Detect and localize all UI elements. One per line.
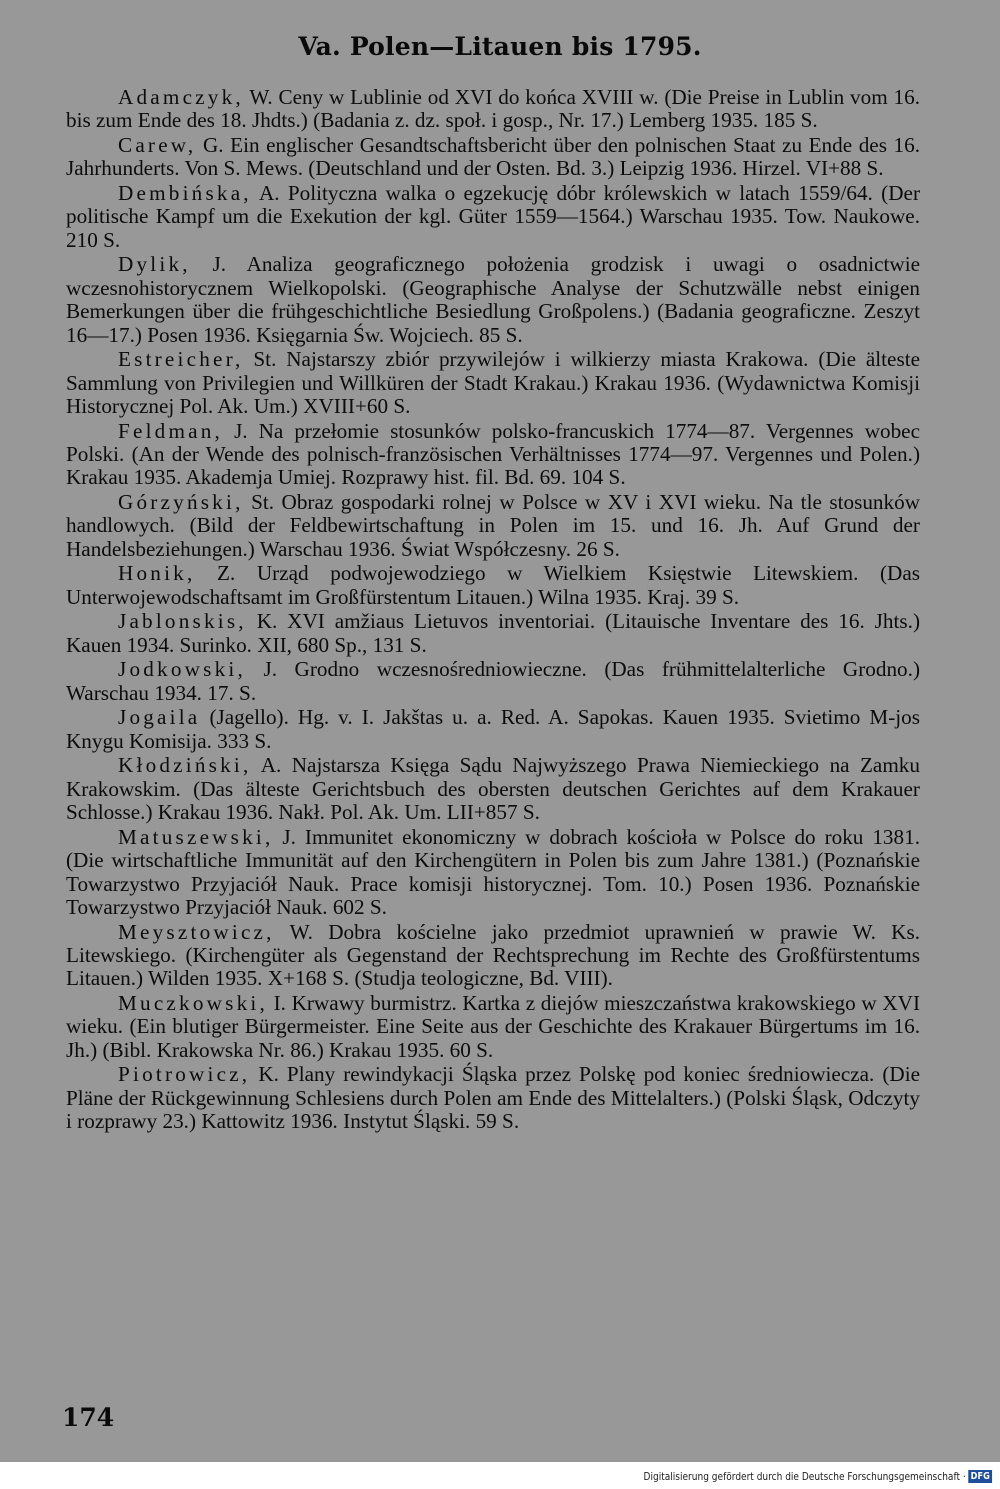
entry-text: (Jagello). Hg. v. I. Jakštas u. a. Red. A. Sapokas. Kauen 1935. Svietimo M-jos Knygu Komisija. 333 S. — [66, 705, 920, 753]
bibliography-entry — [66, 1063, 920, 1133]
bibliography-entry — [66, 754, 920, 824]
bibliography-entry — [66, 826, 920, 920]
entry-author: Dembińska, — [118, 181, 252, 205]
entry-text: J. Analiza geograficznego położenia grodzisk i uwagi o osadnictwie wczesnohistorycznem Wielkopolski. (Geographische Analyse der Schutzwälle nebst einigen Bemerkungen über die frühgeschichtliche Besiedlung Großpolens.) (Badania geograficzne. Zeszyt 16—17.) Posen 1936. Księgarnia Św. Wojciech. 85 S. — [66, 252, 920, 347]
entry-text: St. Obraz gospodarki rolnej w Polsce w XV i XVI wieku. Na tle stosunków handlowych. (Bild der Feldbewirtschaftung in Polen im 15. und 16. Jh. Auf Grund der Handelsbeziehungen.) Warschau 1936. Świat Współczesny. 26 S. — [66, 490, 920, 561]
entry-text: K. XVI amžiaus Lietuvos inventoriai. (Litauische Inventare des 16. Jhts.) Kauen 1934. Surinko. XII, 680 Sp., 131 S. — [66, 609, 920, 657]
entry-text: J. Grodno wczesnośredniowieczne. (Das frühmittelalterliche Grodno.) Warschau 1934. 17. S. — [66, 657, 920, 705]
bibliography-entry — [66, 182, 920, 252]
bibliography-entry — [66, 562, 920, 609]
bibliography-list — [66, 86, 920, 1135]
bibliography-entry — [66, 491, 920, 561]
entry-text: J. Immunitet ekonomiczny w dobrach kościoła w Polsce do roku 1381. (Die wirtschaftliche Immunität auf den Kirchengütern in Polen bis zum Jahre 1381.) (Poznańskie Towarzystwo Przyjaciół Nauk. Prace komisji historycznej. Tom. 10.) Posen 1936. Poznańskie Towarzystwo Przyjaciół Nauk. 602 S. — [66, 824, 920, 920]
entry-author: Adamczyk, — [118, 85, 244, 109]
entry-text: W. Ceny w Lublinie od XVI do końca XVIII w. (Die Preise in Lublin vom 16. bis zum Ende des 18. Jhdts.) (Badania z. dz. społ. i gosp., Nr. 17.) Lemberg 1935. 185 S. — [66, 85, 920, 133]
bibliography-entry — [66, 610, 920, 657]
entry-text: I. Krwawy burmistrz. Kartka z diejów mieszczaństwa krakowskiego w XVI wieku. (Ein blutiger Bürgermeister. Eine Seite aus der Geschichte des Krakauer Bürgertums im 16. Jh.) (Bibl. Krakowska Nr. 86.) Krakau 1935. 60 S. — [66, 991, 920, 1062]
credit-text: Digitalisierung gefördert durch die Deutsche Forschungsgemeinschaft · — [643, 1470, 966, 1483]
dfg-logo: DFG — [968, 1470, 992, 1483]
bibliography-entry — [66, 921, 920, 991]
entry-text: W. Dobra kościelne jako przedmiot uprawnień w prawie W. Ks. Litewskiego. (Kirchengüter als Gegenstand der Rechtsprechung im Rechte des Großfürstentums Litauen.) Wilden 1935. X+168 S. (Studja teologiczne, Bd. VIII). — [66, 919, 920, 991]
page-number: 174 — [62, 1403, 115, 1432]
bibliography-entry — [66, 253, 920, 347]
entry-author: Feldman, — [118, 418, 224, 443]
entry-author: Piotrowicz, — [118, 1062, 251, 1087]
entry-text: G. Ein englischer Gesandtschaftsbericht über den polnischen Staat zu Ende des 16. Jahrhunderts. Von S. Mews. (Deutschland und der Osten. Bd. 3.) Leipzig 1936. Hirzel. VI+88 S. — [66, 133, 920, 181]
bibliography-entry — [66, 86, 920, 133]
entry-text: A. Najstarsza Księga Sądu Najwyższego Prawa Niemieckiego na Zamku Krakowskim. (Das älteste Gerichtsbuch des obersten deutschen Gerichtes auf dem Krakauer Schlosse.) Krakau 1936. Nakł. Pol. Ak. Um. LII+857 S. — [66, 753, 920, 825]
entry-author: Jablonskis, — [118, 609, 247, 634]
entry-author: Carew, — [118, 133, 197, 157]
bibliography-entry — [66, 992, 920, 1062]
entry-text: St. Najstarszy zbiór przywilejów i wilkierzy miasta Krakowa. (Die älteste Sammlung von Privilegien und Willküren der Stadt Krakau.) Krakau 1936. (Wydawnictwa Komisji Historycznej Pol. Ak. Um.) XVIII+60 S. — [66, 347, 920, 419]
bibliography-entry — [66, 134, 920, 181]
entry-text: A. Polityczna walka o egzekucję dóbr królewskich w latach 1559/64. (Der politische Kampf um die Exekution der kgl. Güter 1559—1564.) Warschau 1935. Tow. Naukowe. 210 S. — [66, 181, 920, 252]
section-heading: Va. Polen—Litauen bis 1795. — [298, 32, 702, 61]
entry-author: Dylik, — [118, 252, 191, 277]
entry-author: Estreicher, — [118, 347, 244, 372]
entry-author: Kłodziński, — [118, 753, 252, 778]
entry-author: Honik, — [118, 561, 196, 586]
entry-author: Jodkowski, — [118, 657, 246, 682]
bibliography-entry — [66, 420, 920, 490]
entry-text: K. Plany rewindykacji Śląska przez Polskę pod koniec średniowiecza. (Die Pläne der Rückgewinnung Schlesiens durch Polen am Ende des Mittelalters.) (Polski Śląsk, Odczyty i rozprawy 23.) Kattowitz 1936. Instytut Śląski. 59 S. — [66, 1062, 920, 1134]
entry-author: Jogaila — [118, 705, 201, 730]
entry-author: Górzyński, — [118, 490, 244, 515]
entry-author: Muczkowski, — [118, 991, 268, 1016]
bibliography-entry — [66, 706, 920, 753]
entry-author: Matuszewski, — [118, 824, 274, 849]
entry-author: Meysztowicz, — [118, 919, 275, 944]
entry-text: Z. Urząd podwojewodziego w Wielkiem Księstwie Litewskiem. (Das Unterwojewodschaftsamt im Großfürstentum Litauen.) Wilna 1935. Kraj. 39 S. — [66, 561, 920, 609]
bibliography-entry — [66, 658, 920, 705]
digitization-credit — [643, 1470, 992, 1483]
entry-text: J. Na przełomie stosunków polsko-francuskich 1774—87. Vergennes wobec Polski. (An der Wende des polnisch-französischen Verhältnisses 1774—97. Vergennes und Polen.) Krakau 1935. Akademja Umiej. Rozprawy hist. fil. Bd. 69. 104 S. — [66, 418, 920, 490]
bibliography-entry — [66, 348, 920, 418]
